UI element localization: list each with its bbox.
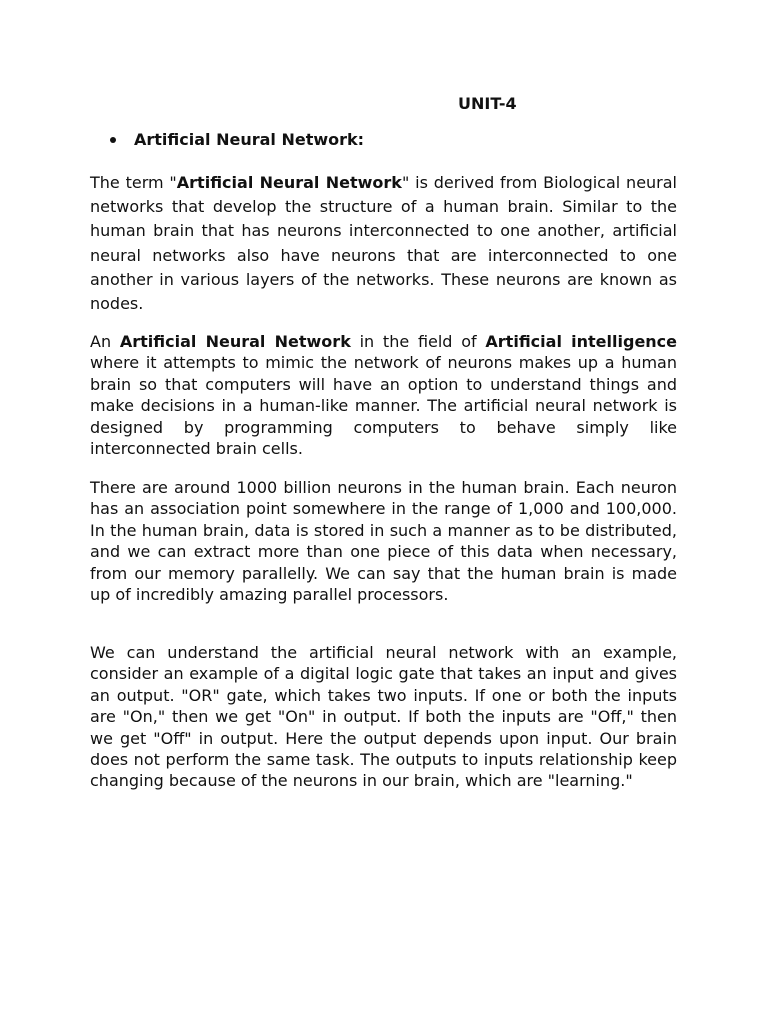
paragraph-4: We can understand the artificial neural network with an example, consider an example of a digital logic gate that takes an input and gives an output. "OR" gate, which takes two inputs. If one or both the inputs are "On," then we get "On" in output. If both the inputs are "Off," then we get "Off" in output. Here the output depends upon input. Our brain does not perform the same task. The outputs to inputs relationship keep changing because of the neurons in our brain, which are "learning." bbox=[90, 643, 677, 791]
para2-text-middle: in the field of bbox=[350, 332, 486, 351]
bullet-icon bbox=[110, 137, 116, 143]
para1-bold-term: Artificial Neural Network bbox=[176, 173, 402, 192]
para2-text-before: An bbox=[90, 332, 120, 351]
para2-text-after: where it attempts to mimic the network of neurons makes up a human brain so that computers will have an option to understand things and make decisions in a human-like manner. The artificial neural network is designed by programming computers to behave simply like interconnected brain cells. bbox=[90, 353, 677, 459]
unit-title: UNIT-4 bbox=[458, 94, 517, 113]
paragraph-2 bbox=[90, 331, 677, 459]
para2-bold-term-1: Artificial Neural Network bbox=[119, 332, 351, 351]
bullet-heading: Artificial Neural Network: bbox=[134, 130, 365, 149]
bullet-heading-row bbox=[110, 130, 364, 149]
paragraph-3: There are around 1000 billion neurons in the human brain. Each neuron has an association point somewhere in the range of 1,000 and 100,000. In the human brain, data is stored in such a manner as to be distributed, and we can extract more than one piece of this data when necessary, from our memory parallelly. We can say that the human brain is made up of incredibly amazing parallel processors. bbox=[90, 478, 677, 605]
para1-text-after: " is derived from Biological neural networks that develop the structure of a human brain. Similar to the human brain that has neurons interconnected to one another, artificial neural networks also have neurons that are interconnected to one another in various layers of the networks. These neurons are known as nodes. bbox=[90, 173, 678, 314]
para2-bold-term-2: Artificial intelligence bbox=[485, 332, 678, 351]
paragraph-1 bbox=[90, 171, 677, 316]
para1-text-before: The term " bbox=[90, 173, 177, 192]
